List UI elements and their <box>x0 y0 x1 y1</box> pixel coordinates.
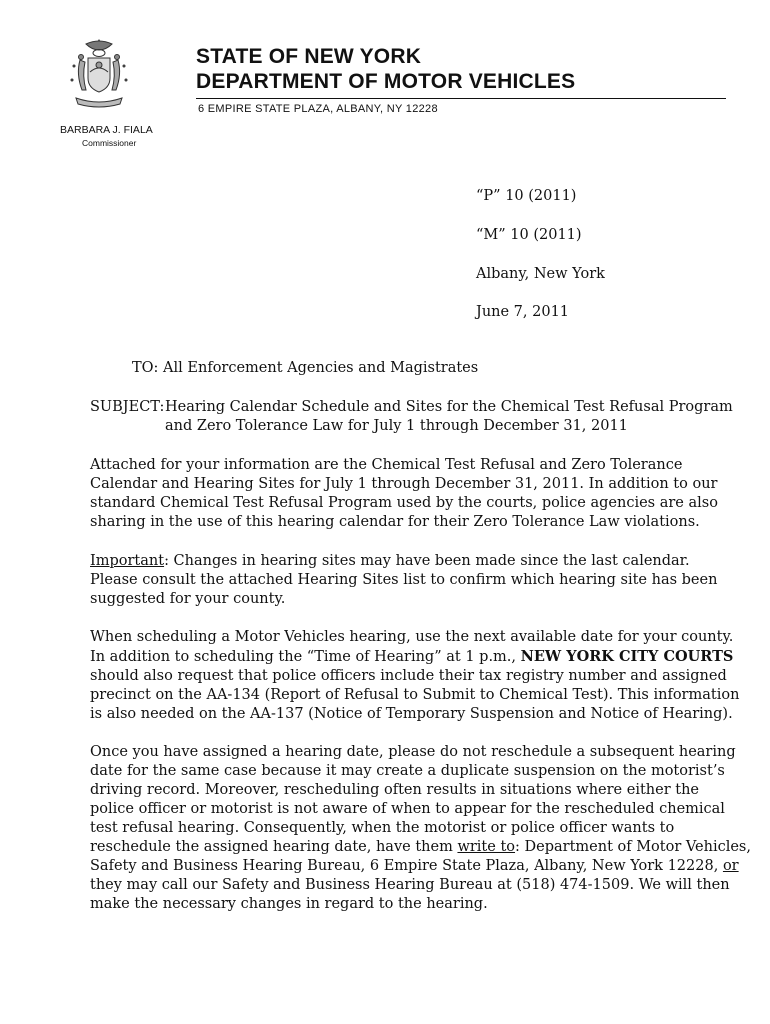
paragraph-line: suggested for your county. <box>90 591 286 607</box>
paragraph-2 <box>90 552 718 609</box>
paragraph-line <box>90 838 751 857</box>
memo-subject-line1: Hearing Calendar Schedule and Sites for the Chemical Test Refusal Program <box>165 399 733 415</box>
paragraph-line: test refusal hearing. Consequently, when the motorist or police officer wants to <box>90 820 675 836</box>
commissioner-name: BARBARA J. FIALA <box>60 124 153 136</box>
letterhead-divider <box>196 98 726 99</box>
agency-name-line1: STATE OF NEW YORK <box>196 45 422 68</box>
paragraph-3 <box>90 628 740 724</box>
paragraph-line: standard Chemical Test Refusal Program used by the courts, police agencies are also <box>90 495 718 511</box>
nyc-courts-emphasis: NEW YORK CITY COURTS <box>520 648 734 665</box>
paragraph-4 <box>90 743 751 914</box>
write-to-emphasis: write to <box>457 839 516 855</box>
paragraph-line: When scheduling a Motor Vehicles hearing, use the next available date for your county. <box>90 629 734 645</box>
paragraph-line: sharing in the use of this hearing calendar for their Zero Tolerance Law violations. <box>90 514 700 530</box>
letter-date: June 7, 2011 <box>476 304 570 320</box>
paragraph-line: Calendar and Hearing Sites for July 1 through December 31, 2011. In addition to our <box>90 476 718 492</box>
paragraph-1 <box>90 456 718 532</box>
paragraph-line <box>90 857 739 876</box>
write-to-post: : Department of Motor Vehicles, <box>515 839 751 855</box>
location: Albany, New York <box>476 266 605 282</box>
paragraph-line: Please consult the attached Hearing Sites list to confirm which hearing site has been <box>90 572 718 588</box>
important-text: : Changes in hearing sites may have been made since the last calendar. <box>164 553 690 569</box>
memo-subject-line2: and Zero Tolerance Law for July 1 through December 31, 2011 <box>165 418 628 434</box>
agency-address: 6 EMPIRE STATE PLAZA, ALBANY, NY 12228 <box>198 103 438 115</box>
state-seal-icon <box>66 36 132 114</box>
or-emphasis: or <box>722 858 739 874</box>
p-number: “P” 10 (2011) <box>476 188 577 204</box>
paragraph-line: precinct on the AA-134 (Report of Refusal to Submit to Chemical Test). This information <box>90 687 740 703</box>
address-text: Safety and Business Hearing Bureau, 6 Empire State Plaza, Albany, New York 12228, <box>90 858 723 874</box>
paragraph-line: driving record. Moreover, rescheduling often results in situations where either the <box>90 782 699 798</box>
paragraph-line: make the necessary changes in regard to the hearing. <box>90 896 488 912</box>
memo-to: TO: All Enforcement Agencies and Magistrates <box>132 360 479 376</box>
paragraph-line: police officer or motorist is not aware of when to appear for the rescheduled chemical <box>90 801 725 817</box>
m-number: “M” 10 (2011) <box>476 227 582 243</box>
agency-name-line2: DEPARTMENT OF MOTOR VEHICLES <box>196 70 576 93</box>
paragraph-line <box>90 647 734 667</box>
write-to-pre: reschedule the assigned hearing date, have them <box>90 839 458 855</box>
memo-subject-label: SUBJECT: <box>90 399 165 415</box>
important-label: Important <box>90 553 165 569</box>
paragraph-line: date for the same case because it may create a duplicate suspension on the motorist’s <box>90 763 725 779</box>
paragraph-line: Once you have assigned a hearing date, please do not reschedule a subsequent hearing <box>90 744 736 760</box>
nyc-text: In addition to scheduling the “Time of Hearing” at 1 p.m., <box>90 649 521 665</box>
paragraph-line: they may call our Safety and Business Hearing Bureau at (518) 474-1509. We will then <box>90 877 730 893</box>
paragraph-line <box>90 552 710 571</box>
paragraph-line: should also request that police officers include their tax registry number and assigned <box>90 668 727 684</box>
commissioner-title: Commissioner <box>82 138 137 148</box>
paragraph-line: Attached for your information are the Chemical Test Refusal and Zero Tolerance <box>90 457 683 473</box>
paragraph-line: is also needed on the AA-137 (Notice of Temporary Suspension and Notice of Hearing). <box>90 706 733 722</box>
